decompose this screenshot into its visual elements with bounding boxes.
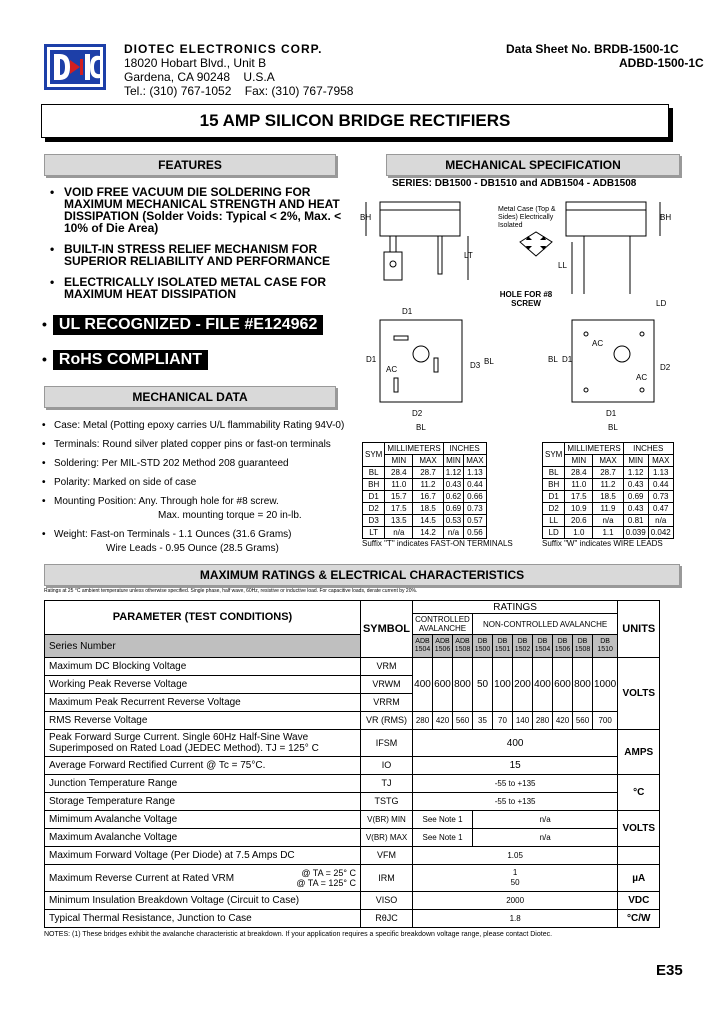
series-cell: ADB 1506 [433, 635, 453, 658]
mech-item: • Soldering: Per MIL-STD 202 Method 208 guaranteed [40, 458, 360, 470]
mech-spec-heading: MECHANICAL SPECIFICATION [386, 154, 680, 176]
series-cell: DB 1500 [473, 635, 493, 658]
param-dc-blocking: Maximum DC Blocking Voltage [45, 658, 361, 676]
mech-item: • Case: Metal (Potting epoxy carries U/L flammability Rating 94V-0) [40, 420, 360, 432]
dim-bh-label: BH [360, 213, 372, 222]
dim-row [543, 467, 674, 479]
dim-row [543, 479, 674, 491]
unit-degc: °C [618, 775, 660, 811]
val-vrms: 420 [433, 712, 453, 730]
val-vrwm: 600 [553, 658, 573, 712]
dim-cell: 15.7 [385, 491, 413, 503]
val-irm-2: 50 [510, 878, 520, 887]
dim-cell: 28.4 [385, 467, 413, 479]
dim-row [543, 503, 674, 515]
hole-note: HOLE FOR #8 SCREW [499, 290, 553, 308]
val-vrms: 140 [513, 712, 533, 730]
dim-cell: 0.042 [648, 527, 673, 539]
dim-row [363, 515, 487, 527]
val-vrms: 560 [453, 712, 473, 730]
dim-d1-label: D1 [402, 307, 413, 316]
sym-ifsm: IFSM [361, 730, 413, 757]
dim-cell: 0.53 [443, 515, 464, 527]
dim-cell: BL [543, 467, 565, 479]
dim-cell: 0.69 [623, 491, 648, 503]
dim-cell: 10.9 [565, 503, 593, 515]
dim-cell: 0.66 [464, 491, 486, 503]
val-vrwm: 800 [573, 658, 593, 712]
dim-cell: 1.12 [623, 467, 648, 479]
mech-item: • Terminals: Round silver plated copper pins or fast-on terminals [40, 439, 360, 451]
ac-label: AC [592, 339, 604, 348]
sym-rth: RθJC [361, 910, 413, 928]
mech-item [40, 496, 360, 522]
sym-vrms: VR (RMS) [361, 712, 413, 730]
features-list [50, 186, 368, 309]
note-vbr-max: See Note 1 [413, 829, 473, 847]
controlled-avalanche: CONTROLLED AVALANCHE [413, 614, 473, 635]
dim-cell: D2 [543, 503, 565, 515]
page-title: 15 AMP SILICON BRIDGE RECTIFIERS [41, 104, 669, 138]
dim-cell: 0.73 [464, 503, 486, 515]
param-working-peak: Working Peak Reverse Voltage [45, 676, 361, 694]
dim-cell: 17.5 [565, 491, 593, 503]
sym-vbr-max: V(BR) MAX [361, 829, 413, 847]
datasheet-no-1: BRDB-1500-1C [594, 42, 679, 56]
sym-vrwm: VRWM [361, 676, 413, 694]
ul-badge: UL RECOGNIZED - FILE #E124962 [53, 315, 323, 335]
feature-item: • VOID FREE VACUUM DIE SOLDERING FOR MAXIMUM MECHANICAL STRENGTH AND HEAT DISSIPATION (Solder Voids: Typical < 2%, Max. < 10% of Die Area) [50, 186, 368, 234]
ac-label: AC [636, 373, 648, 382]
feature-item: • ELECTRICALLY ISOLATED METAL CASE FOR MAXIMUM HEAT DISSIPATION [50, 276, 368, 300]
dim-cell: 0.44 [648, 479, 673, 491]
address-line-1: 18020 Hobart Blvd., Unit B [124, 56, 267, 70]
val-vbr-min: n/a [473, 811, 618, 829]
dim-cell: 11.9 [593, 503, 623, 515]
val-viso: 2000 [413, 892, 618, 910]
dim-cell: 0.57 [464, 515, 486, 527]
dim-cell: 11.0 [565, 479, 593, 491]
param-tj: Junction Temperature Range [45, 775, 361, 793]
dim-cell: 1.13 [464, 467, 486, 479]
dim-row [543, 491, 674, 503]
sym-vfm: VFM [361, 847, 413, 865]
val-irm-1: 1 [512, 868, 518, 877]
series-cell: DB 1506 [553, 635, 573, 658]
param-irm [45, 865, 361, 892]
dim-cell: 1.12 [443, 467, 464, 479]
surge-line-1: Peak Forward Surge Current. Single 60Hz Half-Sine Wave [49, 732, 309, 743]
val-vrwm: 600 [433, 658, 453, 712]
dim-row [363, 467, 487, 479]
dim-cell: 17.5 [385, 503, 413, 515]
wire-caption: Suffix "W" indicates WIRE LEADS [542, 539, 663, 548]
val-vrwm: 50 [473, 658, 493, 712]
ul-line: • UL RECOGNIZED - FILE #E124962 [42, 315, 323, 335]
address-line-2: Gardena, CA 90248 U.S.A [124, 70, 275, 84]
col-max: MAX [413, 455, 443, 467]
dim-cell: LL [543, 515, 565, 527]
mechanical-data-list [40, 420, 360, 562]
dim-bl-label: BL [484, 357, 494, 366]
company-info [124, 42, 353, 98]
col-min: MIN [385, 455, 413, 467]
dim-cell: 11.2 [413, 479, 443, 491]
mech-item [40, 529, 360, 555]
unit-cw: °C/W [618, 910, 660, 928]
val-vrwm: 400 [413, 658, 433, 712]
dim-cell: D2 [363, 503, 385, 515]
dim-cell: 0.43 [623, 503, 648, 515]
dim-bl-label: BL [548, 355, 558, 364]
val-vrwm: 800 [453, 658, 473, 712]
datasheet-no-2: ADBD-1500-1C [619, 56, 704, 70]
dim-cell: 11.0 [385, 479, 413, 491]
dim-d2-label: D2 [660, 363, 671, 372]
dim-cell: 18.5 [593, 491, 623, 503]
dim-lt-label: LT [464, 251, 473, 260]
col-mm: MILLIMETERS [565, 443, 623, 455]
param-io: Average Forward Rectified Current @ Tc = 75°C. [45, 757, 361, 775]
feature-item: • BUILT-IN STRESS RELIEF MECHANISM FOR SUPERIOR RELIABILITY AND PERFORMANCE [50, 243, 368, 267]
col-mm: MILLIMETERS [385, 443, 443, 455]
dim-cell: 0.44 [464, 479, 486, 491]
series-cell: DB 1510 [593, 635, 618, 658]
col-ratings: RATINGS [413, 601, 618, 614]
dim-table-fast-on [362, 442, 513, 548]
mechanical-data-heading: MECHANICAL DATA [44, 386, 336, 408]
col-min: MIN [623, 455, 648, 467]
dim-cell: 11.2 [593, 479, 623, 491]
series-cell: ADB 1508 [453, 635, 473, 658]
dim-cell: BH [363, 479, 385, 491]
val-vrms: 280 [413, 712, 433, 730]
col-max: MAX [648, 455, 673, 467]
col-parameter: PARAMETER (TEST CONDITIONS) [45, 601, 361, 635]
surge-line-2: Superimposed on Rated Load (JEDEC Method). TJ = 125° C [49, 743, 319, 754]
dim-bl-label: BL [608, 423, 618, 432]
mounting-text: Mounting Position: Any. Through hole for #8 screw. [54, 496, 279, 507]
dim-d1-label: D1 [562, 355, 573, 364]
dim-d3-label: D3 [470, 361, 481, 370]
unit-volts: VOLTS [618, 811, 660, 847]
dim-cell: 0.62 [443, 491, 464, 503]
col-inch: INCHES [623, 443, 673, 455]
dim-cell: 28.7 [413, 467, 443, 479]
dim-row [363, 479, 487, 491]
series-cell: DB 1501 [493, 635, 513, 658]
val-tj: -55 to +135 [413, 775, 618, 793]
dim-cell: n/a [593, 515, 623, 527]
ac-label: AC [386, 365, 398, 374]
weight-text: Weight: Fast-on Terminals - 1.1 Ounces (31.6 Grams) [54, 529, 292, 540]
phone-fax: Tel.: (310) 767-1052 Fax: (310) 767-7958 [124, 84, 354, 98]
sym-io: IO [361, 757, 413, 775]
dim-cell: BH [543, 479, 565, 491]
dim-cell: 14.2 [413, 527, 443, 539]
company-logo [44, 44, 106, 90]
dim-cell: 18.5 [413, 503, 443, 515]
ratings-heading: MAXIMUM RATINGS & ELECTRICAL CHARACTERISTICS [44, 564, 680, 586]
param-viso: Minimum Insulation Breakdown Voltage (Circuit to Case) [45, 892, 361, 910]
dim-cell: 14.5 [413, 515, 443, 527]
unit-amps: AMPS [618, 730, 660, 775]
datasheet-label: Data Sheet No. [506, 42, 591, 56]
col-sym: SYM [543, 443, 565, 467]
series-number-label: Series Number [45, 635, 361, 658]
col-max: MAX [464, 455, 486, 467]
non-controlled-avalanche: NON-CONTROLLED AVALANCHE [473, 614, 618, 635]
dim-table-wire [542, 442, 674, 548]
dim-cell: D1 [543, 491, 565, 503]
dim-ll-label: LL [558, 261, 567, 270]
sym-irm: IRM [361, 865, 413, 892]
val-io: 15 [413, 757, 618, 775]
datasheet-number [506, 42, 704, 70]
sym-tj: TJ [361, 775, 413, 793]
sym-vbr-min: V(BR) MIN [361, 811, 413, 829]
features-heading: FEATURES [44, 154, 336, 176]
series-cell: DB 1504 [533, 635, 553, 658]
fast-on-caption: Suffix "T" indicates FAST-ON TERMINALS [362, 539, 513, 548]
rohs-badge: RoHS COMPLIANT [53, 350, 208, 370]
company-name: DIOTEC ELECTRONICS CORP. [124, 42, 323, 56]
col-max: MAX [593, 455, 623, 467]
dim-row [363, 491, 487, 503]
dim-cell: 0.039 [623, 527, 648, 539]
dim-row [543, 515, 674, 527]
val-vbr-max: n/a [473, 829, 618, 847]
dim-cell: 28.4 [565, 467, 593, 479]
col-min: MIN [443, 455, 464, 467]
torque-text: Max. mounting torque = 20 in-lb. [158, 510, 302, 521]
ratings-table [44, 600, 660, 928]
val-vrwm: 1000 [593, 658, 618, 712]
dim-cell: 1.1 [593, 527, 623, 539]
val-vrms: 280 [533, 712, 553, 730]
col-symbol: SYMBOL [361, 601, 413, 658]
metal-case-note: Metal Case (Top & Sides) Electrically Isolated [498, 206, 556, 228]
page-number: E35 [656, 962, 683, 979]
dim-cell: 1.13 [648, 467, 673, 479]
col-inch: INCHES [443, 443, 486, 455]
notes: NOTES: (1) These bridges exhibit the avalanche characteristic at breakdown. If your application requires a specific breakdown voltage range, please contact Diotec. [44, 931, 553, 938]
val-vrwm: 200 [513, 658, 533, 712]
dim-bl-label: BL [416, 423, 426, 432]
dim-cell: 1.0 [565, 527, 593, 539]
mechanical-drawings [360, 194, 680, 436]
param-rth: Typical Thermal Resistance, Junction to Case [45, 910, 361, 928]
sym-tstg: TSTG [361, 793, 413, 811]
dim-row [543, 527, 674, 539]
val-vrms: 70 [493, 712, 513, 730]
dim-cell: D3 [363, 515, 385, 527]
dim-cell: 0.81 [623, 515, 648, 527]
dim-cell: 0.56 [464, 527, 486, 539]
dim-cell: 13.5 [385, 515, 413, 527]
dim-cell: 28.7 [593, 467, 623, 479]
sym-viso: VISO [361, 892, 413, 910]
dim-cell: n/a [648, 515, 673, 527]
dim-d2-label: D2 [412, 409, 423, 418]
dim-cell: n/a [443, 527, 464, 539]
series-cell: DB 1508 [573, 635, 593, 658]
col-sym: SYM [363, 443, 385, 467]
param-vbr-min: Mimimum Avalanche Voltage [45, 811, 361, 829]
dim-cell: LT [363, 527, 385, 539]
dim-row [363, 503, 487, 515]
col-min: MIN [565, 455, 593, 467]
val-irm [413, 865, 618, 892]
param-tstg: Storage Temperature Range [45, 793, 361, 811]
dim-cell: 0.73 [648, 491, 673, 503]
dim-cell: 0.43 [443, 479, 464, 491]
mech-item: • Polarity: Marked on side of case [40, 477, 360, 489]
param-surge [45, 730, 361, 757]
sym-vrm: VRM [361, 658, 413, 676]
dim-cell: LD [543, 527, 565, 539]
irm-cond-1: @ TA = 25° C [301, 868, 356, 878]
val-vfm: 1.05 [413, 847, 618, 865]
col-units: UNITS [618, 601, 660, 658]
series-cell: DB 1502 [513, 635, 533, 658]
dim-cell: 0.69 [443, 503, 464, 515]
val-ifsm: 400 [413, 730, 618, 757]
ratings-subnote: Ratings at 25 °C ambient temperature unless otherwise specified. Single phase, half wave, 60Hz, resistive or inductive load. For capacitive loads, derate current by 20%. [44, 588, 418, 594]
dim-row [363, 527, 487, 539]
param-vfm: Maximum Forward Voltage (Per Diode) at 7.5 Amps DC [45, 847, 361, 865]
series-line: SERIES: DB1500 - DB1510 and ADB1504 - ADB1508 [392, 178, 637, 189]
dim-ld-label: LD [656, 299, 667, 308]
note-vbr-min: See Note 1 [413, 811, 473, 829]
unit-vdc: VDC [618, 892, 660, 910]
wire-weight-text: Wire Leads - 0.95 Ounce (28.5 Grams) [106, 543, 279, 554]
unit-empty [618, 847, 660, 865]
param-vbr-max: Maximum Avalanche Voltage [45, 829, 361, 847]
dim-cell: 0.43 [623, 479, 648, 491]
val-vrms: 420 [553, 712, 573, 730]
val-vrwm: 100 [493, 658, 513, 712]
dim-cell: n/a [385, 527, 413, 539]
dim-cell: 0.47 [648, 503, 673, 515]
unit-ua: µA [618, 865, 660, 892]
irm-text: Maximum Reverse Current at Rated VRM [49, 872, 235, 884]
val-vrwm: 400 [533, 658, 553, 712]
val-vrms: 700 [593, 712, 618, 730]
dim-cell: 20.6 [565, 515, 593, 527]
sym-vrrm: VRRM [361, 694, 413, 712]
val-vrms: 35 [473, 712, 493, 730]
unit-volts: VOLTS [618, 658, 660, 730]
dim-bh-label: BH [660, 213, 672, 222]
val-tstg: -55 to +135 [413, 793, 618, 811]
val-rth: 1.8 [413, 910, 618, 928]
series-cell: ADB 1504 [413, 635, 433, 658]
irm-cond-2: @ TA = 125° C [296, 878, 356, 888]
dim-d1-label: D1 [606, 409, 617, 418]
rohs-line: • RoHS COMPLIANT [42, 350, 208, 370]
dim-cell: D1 [363, 491, 385, 503]
dim-cell: 16.7 [413, 491, 443, 503]
dim-cell: BL [363, 467, 385, 479]
param-rms: RMS Reverse Voltage [45, 712, 361, 730]
dim-d1-label: D1 [366, 355, 377, 364]
val-vrms: 560 [573, 712, 593, 730]
param-peak-recurrent: Maximum Peak Recurrent Reverse Voltage [45, 694, 361, 712]
